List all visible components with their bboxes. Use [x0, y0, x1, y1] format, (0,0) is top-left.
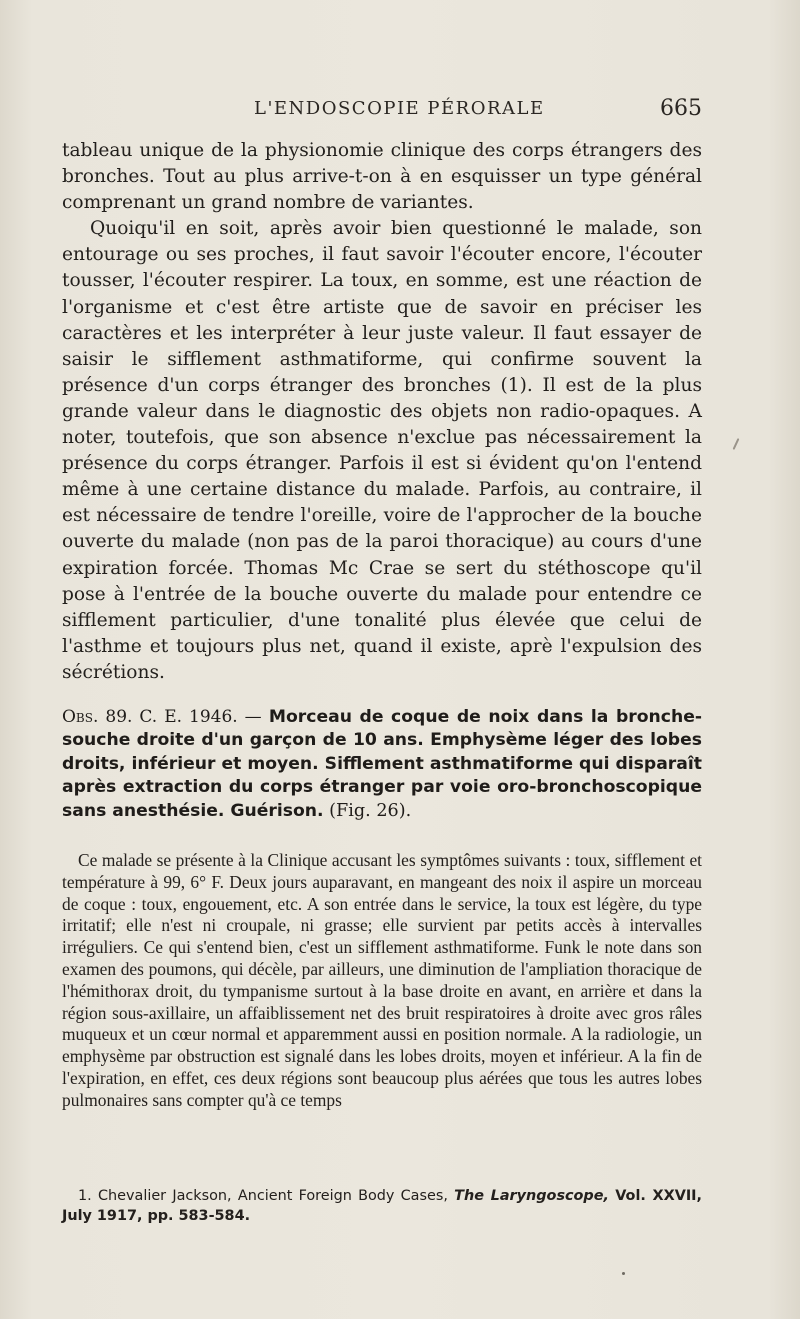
footnote-details: Vol. XXVII, July 1917, pp. 583-584.: [62, 1188, 703, 1224]
running-title: L'ENDOSCOPIE PÉRORALE: [254, 98, 545, 119]
figure-reference: (Fig. 26).: [329, 800, 412, 821]
footnote-author: Chevalier Jackson, Ancient Foreign Body Cases,: [97, 1188, 448, 1204]
footnote: [62, 1186, 702, 1226]
case-report: [62, 850, 702, 1112]
observation-heading: [62, 706, 702, 823]
paper-speck: [622, 1272, 625, 1275]
paragraph-2: Quoiqu'il en soit, après avoir bien questionné le malade, son entourage ou ses proches, il faut savoir l'écouter encore, l'écouter tousser, l'écouter respirer. La toux, en somme, est une réaction de l'organisme et c'est être artiste que de savoir en préciser les caractères et les interpréter à leur juste valeur. Il faut essayer de saisir le sifflement asthmatiforme, qui confirme souvent la présence d'un corps étranger des bronches (1). Il est de la plus grande valeur dans le diagnostic des objets non radio-opaques. A noter, toutefois, que son absence n'exclue pas nécessairement la présence du corps étranger. Parfois il est si évident qu'on l'entend même à une certaine distance du malade. Parfois, au contraire, il est nécessaire de tendre l'oreille, voire de l'approcher de la bouche ouverte du malade (non pas de la paroi thoracique) au cours d'une expiration forcée. Thomas Mc Crae se sert du stéthoscope qu'il pose à l'entrée de la bouche ouverte du malade pour entendre ce sifflement particulier, d'une tonalité plus élevée que celui de l'asthme et toujours plus net, quand il existe, aprè l'expulsion des sécrétions.: [62, 218, 702, 683]
page-header: [62, 98, 702, 128]
observation-title: Morceau de coque de noix dans la bronche-souche droite d'un garçon de 10 ans. Emphysème léger des lobes droits, inférieur et moyen. Sifflement asthmatiforme qui disparaît après extraction du corps étranger par voie oro-bronchoscopique sans anesthésie. Guérison.: [62, 707, 702, 821]
case-report-text: Ce malade se présente à la Clinique accusant les symptômes suivants : toux, sifflement et température à 99, 6° F. Deux jours auparavant, en mangeant des noix il aspire un morceau de coque : toux, engouement, etc. A son entrée dans le service, la toux est légère, du type irritatif; elle n'est ni croupale, ni grasse; elle survient par petits accès à intervalles irréguliers. Ce qui s'entend bien, c'est un sifflement asthmatiforme. Funk le note dans son examen des poumons, qui décèle, par ailleurs, une diminution de l'ampliation thoracique de l'hémithorax droit, du tympanisme surtout à la base droite en avant, en arrière et dans la région sous-axillaire, un affaiblissement net des bruit respiratoires à droite avec gros râles muqueux et un cœur normal et apparemment aussi en position normale. A la radiologie, un emphysème par obstruction est signalé dans les lobes droits, moyen et inférieur. A la fin de l'expiration, en effet, ces deux régions sont beaucoup plus aérées que tous les autres lobes pulmonaires sans compter qu'à ce temps: [62, 850, 702, 1110]
footnote-marker: 1.: [78, 1188, 92, 1204]
footnote-journal: The Laryngoscope,: [454, 1188, 609, 1204]
paper-speck: [733, 438, 740, 450]
main-text: [62, 138, 702, 686]
paragraph-1: tableau unique de la physionomie clinique des corps étrangers des bronches. Tout au plus arrive-t-on à en esquisser un type général comprenant un grand nombre de variantes.: [62, 140, 702, 214]
footnote-text: [62, 1186, 702, 1226]
page-number: 665: [660, 96, 702, 121]
observation-label: Obs. 89. C. E. 1946. —: [62, 707, 262, 727]
